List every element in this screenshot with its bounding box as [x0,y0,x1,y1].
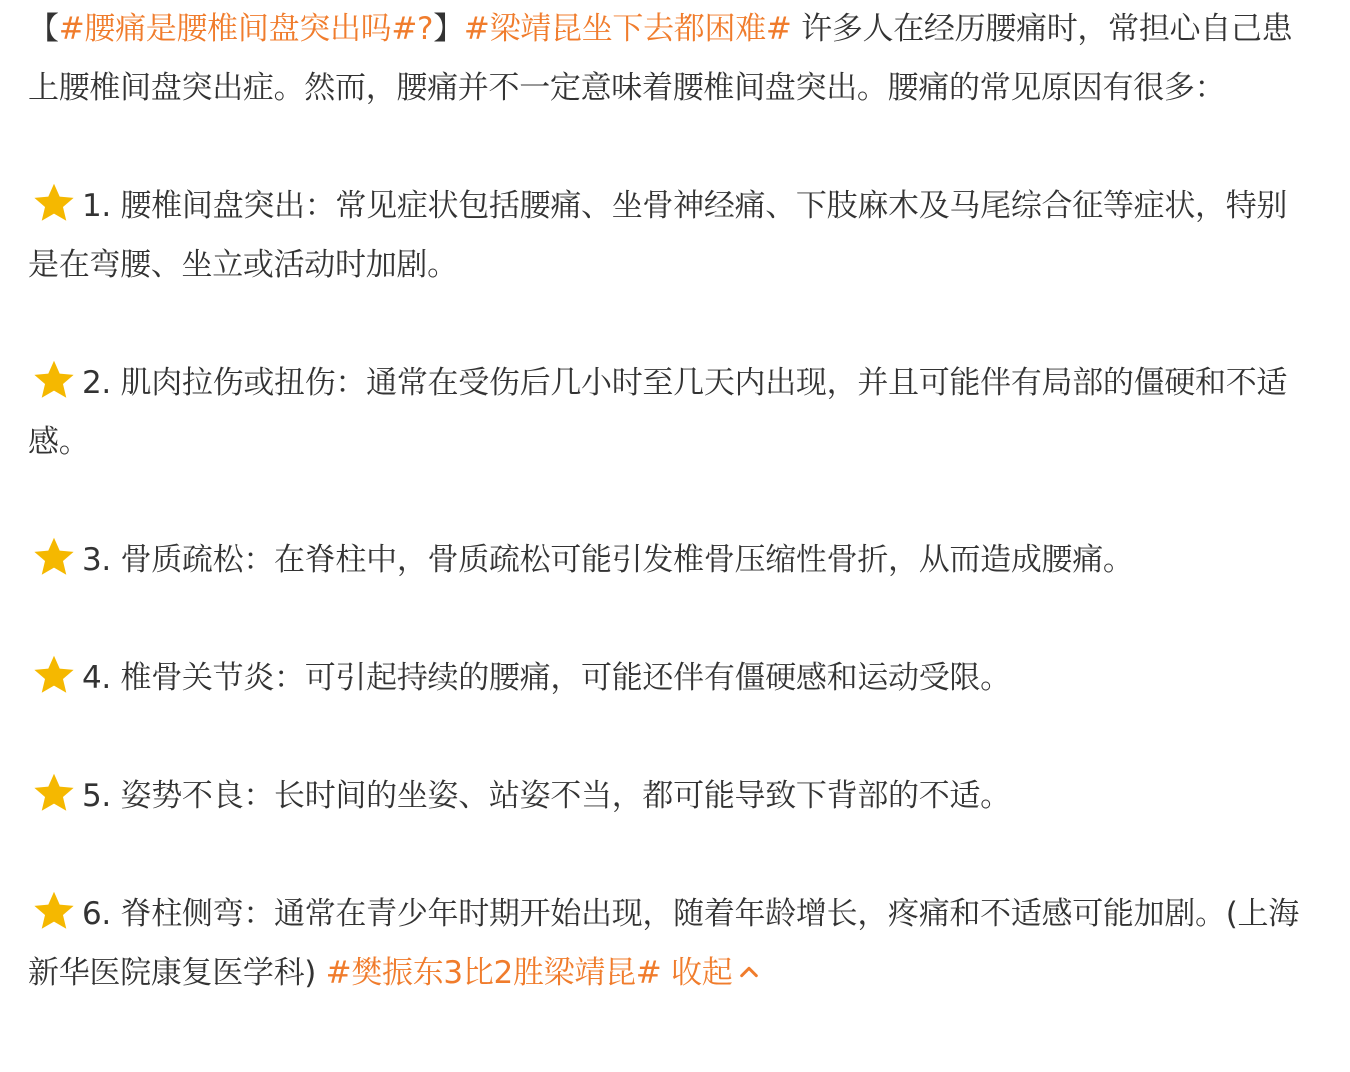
intro-text: 许多人在经历腰痛时，常担心自己患上腰椎间盘突出症。然而，腰痛并不一定意味着腰椎间盘突出。腰痛的常见原因有很多： [28,11,1293,106]
star-icon [32,653,76,697]
spacer [28,472,1310,531]
star-icon [32,889,76,933]
list-item [28,767,1310,826]
list-item-text: 6. 脊柱侧弯：通常在青少年时期开始出现，随着年龄增长，疼痛和不适感可能加剧。(上海新华医院康复医学科) [28,896,1299,991]
star-icon [32,771,76,815]
bracket-close: 】 [433,11,464,47]
collapse-button[interactable] [661,955,760,991]
star-icon [32,535,76,579]
topic-link-back-pain[interactable]: #腰痛是腰椎间盘突出吗#? [58,11,434,47]
list-item [28,885,1310,1003]
spacer [28,826,1310,885]
list-item-text: 3. 骨质疏松：在脊柱中，骨质疏松可能引发椎骨压缩性骨折，从而造成腰痛。 [82,542,1134,578]
star-icon [32,181,76,225]
spacer [28,295,1310,354]
list-item [28,177,1310,295]
bracket-open: 【 [28,11,59,47]
list-item-text: 2. 肌肉拉伤或扭伤：通常在受伤后几小时至几天内出现，并且可能伴有局部的僵硬和不适感。 [28,365,1288,460]
topic-link-fan-zhendong[interactable]: #樊振东3比2胜梁靖昆# [325,955,662,991]
spacer [28,590,1310,649]
star-icon [32,358,76,402]
list-item-text: 1. 腰椎间盘突出：常见症状包括腰痛、坐骨神经痛、下肢麻木及马尾综合征等症状，特别是在弯腰、坐立或活动时加剧。 [28,188,1288,283]
topic-link-liang-jingkun[interactable]: #梁靖昆坐下去都困难# [463,11,792,47]
spacer [28,118,1310,177]
list-item [28,354,1310,472]
list-item [28,531,1310,590]
list-item-text: 5. 姿势不良：长时间的坐姿、站姿不当，都可能导致下背部的不适。 [82,778,1011,814]
post-intro [28,0,1310,118]
list-item-text: 4. 椎骨关节炎：可引起持续的腰痛，可能还伴有僵硬感和运动受限。 [82,660,1011,696]
spacer [28,708,1310,767]
chevron-up-icon [738,961,760,983]
collapse-label: 收起 [661,955,733,991]
list-item [28,649,1310,708]
